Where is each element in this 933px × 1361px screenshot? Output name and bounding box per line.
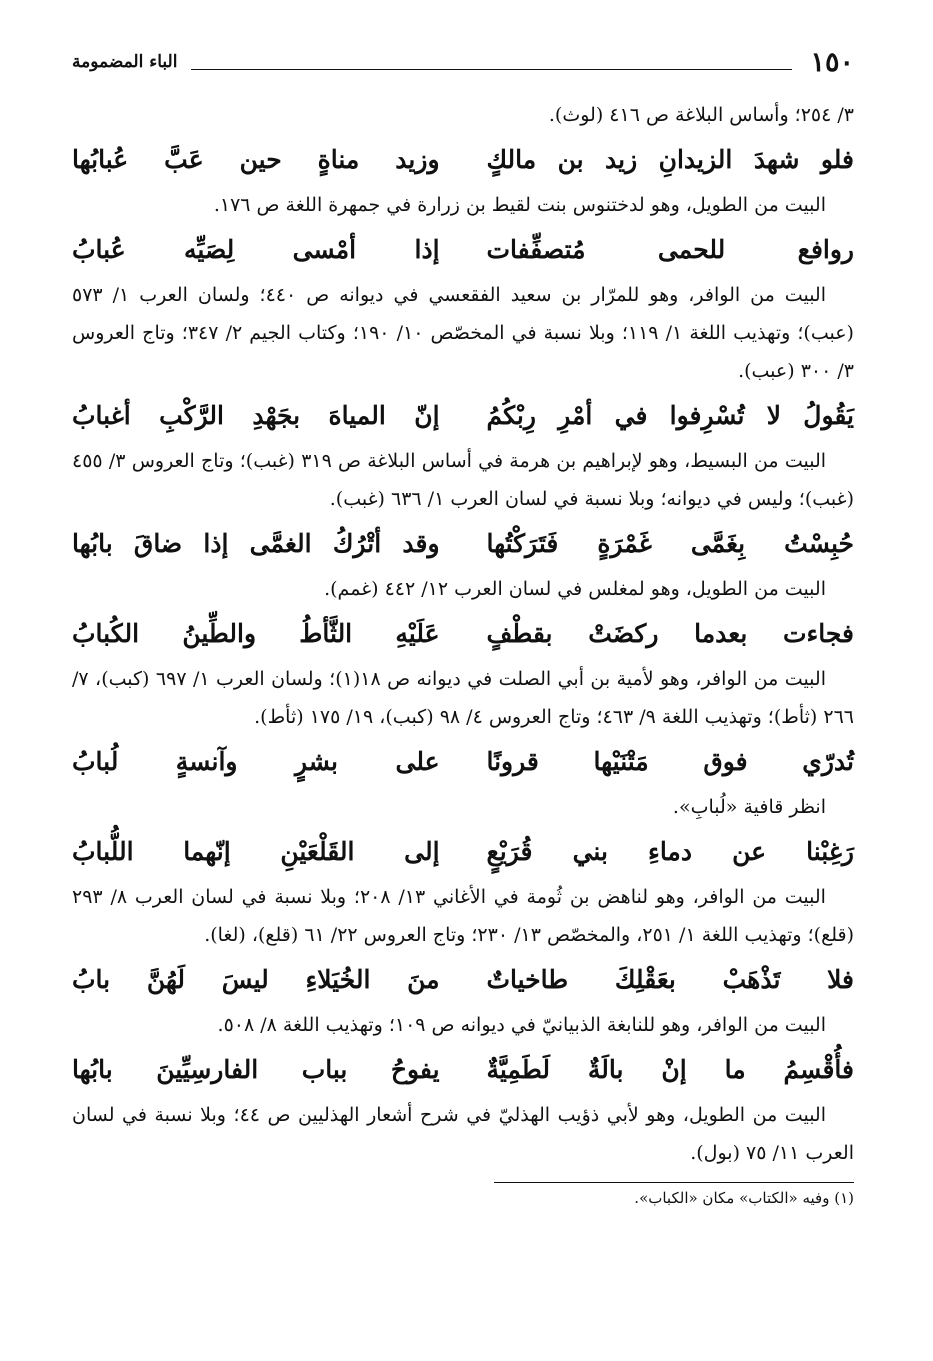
verse-entry (72, 608, 854, 736)
verse-second-hemistich: على بشرٍ وآنسةٍ لُبابُ (72, 747, 440, 776)
verse-second-hemistich: إذا أمْسى لِصَيِّه عُبابُ (72, 235, 440, 264)
verse-first-hemistich: فجاءت بعدما ركضَتْ بقطْفٍ (486, 619, 854, 648)
verse-second-hemistich: وقد أتْرُكُ الغمَّى إذا ضاقَ بابُها (72, 529, 440, 558)
verse-entry (72, 826, 854, 954)
verse-note: البيت من الوافر، وهو لأمية بن أبي الصلت في ديوانه ص ١٨(١)؛ ولسان العرب ١/ ٦٩٧ (كبب)، ٧/ ٢٦٦ (ثأط)؛ وتهذيب اللغة ٩/ ٤٦٣؛ وتاج العروس ٤/ ٩٨ (كبب)، ١٩/ ١٧٥ (ثأط). (72, 668, 854, 728)
verse-line (72, 736, 854, 788)
verse-line (72, 390, 854, 442)
verse-note: البيت من الطويل، وهو لدختنوس بنت لقيط بن زرارة في جمهرة اللغة ص ١٧٦. (213, 194, 826, 216)
verse-line (72, 518, 854, 570)
verse-first-hemistich: حُبِسْتُ بِغَمَّى غَمْرَةٍ فَتَرَكْتُها (486, 529, 854, 558)
verse-entry (72, 954, 854, 1044)
verse-note: البيت من البسيط، وهو لإبراهيم بن هرمة في أساس البلاغة ص ٣١٩ (غبب)؛ وتاج العروس ٣/ ٤٥٥ (غبب)؛ وليس في ديوانه؛ وبلا نسبة في لسان العرب ١/ ٦٣٦ (غبب). (72, 450, 854, 510)
verse-second-hemistich: عَلَيْهِ الثَّأطُ والطِّينُ الكُبابُ (72, 619, 440, 648)
verse-line (72, 608, 854, 660)
verse-first-hemistich: رَغِبْنا عن دماءِ بني قُرَيْعٍ (486, 837, 854, 866)
verse-note: البيت من الطويل، وهو لأبي ذؤيب الهذليّ في شرح أشعار الهذليين ص ٤٤؛ وبلا نسبة في لسان العرب ١١/ ٧٥ (بول). (72, 1104, 854, 1164)
verse-second-hemistich: يفوحُ بباب الفارسِيِّينَ بابُها (72, 1055, 440, 1084)
page-number: ١٥٠ (810, 46, 854, 78)
opening-note: ٣/ ٢٥٤؛ وأساس البلاغة ص ٤١٦ (لوث). (548, 104, 854, 126)
verse-entry (72, 224, 854, 390)
verse-line (72, 134, 854, 186)
verse-first-hemistich: فلا تَذْهَبْ بعَقْلِكَ طاخياتٌ (486, 965, 854, 994)
running-header (72, 40, 854, 84)
verse-second-hemistich: منَ الخُيَلاءِ ليسَ لَهُنَّ بابُ (72, 965, 440, 994)
verse-first-hemistich: يَقُولُ لا تُسْرِفوا في أمْرِ رِبْكُمُ (486, 401, 854, 430)
verse-entry (72, 390, 854, 518)
verse-second-hemistich: إنّ المياهَ بجَهْدِ الرَّكْبِ أغبابُ (72, 401, 440, 430)
verse-note: البيت من الوافر، وهو لناهض بن ثُومة في الأغاني ١٣/ ٢٠٨؛ وبلا نسبة في لسان العرب ٨/ ٢٩٣ (قلع)؛ وتهذيب اللغة ١/ ٢٥١، والمخصّص ١٣/ ٢٣٠؛ وتاج العروس ٢٢/ ٦١ (قلع)، (لغا). (72, 886, 854, 946)
verse-note: انظر قافية «لُبابِ». (672, 796, 826, 818)
verse-entry (72, 134, 854, 224)
verse-line (72, 1044, 854, 1096)
verse-line (72, 826, 854, 878)
verse-first-hemistich: فلو شهدَ الزيدانِ زيد بن مالكٍ (486, 145, 854, 174)
verse-line (72, 954, 854, 1006)
footnote-divider (494, 1182, 854, 1183)
verse-second-hemistich: إلى القَلْعَيْنِ إنّهما اللُّبابُ (72, 837, 440, 866)
verse-entry (72, 518, 854, 608)
header-rule (191, 69, 792, 70)
verse-first-hemistich: فأُقْسِمُ ما إنْ بالَةٌ لَطَمِيَّةٌ (486, 1055, 854, 1084)
verse-first-hemistich: تُدرّي فوق مَتْنَيْها قرونًا (486, 747, 854, 776)
verse-entry (72, 736, 854, 826)
verse-line (72, 224, 854, 276)
verse-note: البيت من الوافر، وهو للنابغة الذبيانيّ في ديوانه ص ١٠٩؛ وتهذيب اللغة ٨/ ٥٠٨. (217, 1014, 826, 1036)
book-page (72, 40, 854, 1211)
verse-second-hemistich: وزيد مناةٍ حين عَبَّ عُبابُها (72, 145, 440, 174)
verse-entry (72, 1044, 854, 1172)
verse-first-hemistich: روافع للحمى مُتصفِّفات (486, 235, 854, 264)
footnote: (١) وفيه «الكتاب» مكان «الكباب». (634, 1189, 854, 1207)
verse-note: البيت من الطويل، وهو لمغلس في لسان العرب ١٢/ ٤٤٢ (غمم). (324, 578, 826, 600)
verse-note: البيت من الوافر، وهو للمرّار بن سعيد الفقعسي في ديوانه ص ٤٤٠؛ ولسان العرب ١/ ٥٧٣ (عبب)؛ وتهذيب اللغة ١/ ١١٩؛ وبلا نسبة في المخصّص ١٠/ ١٩٠؛ وكتاب الجيم ٢/ ٣٤٧؛ وتاج العروس ٣/ ٣٠٠ (عبب). (72, 284, 854, 382)
running-title: الباء المضمومة (72, 52, 178, 72)
